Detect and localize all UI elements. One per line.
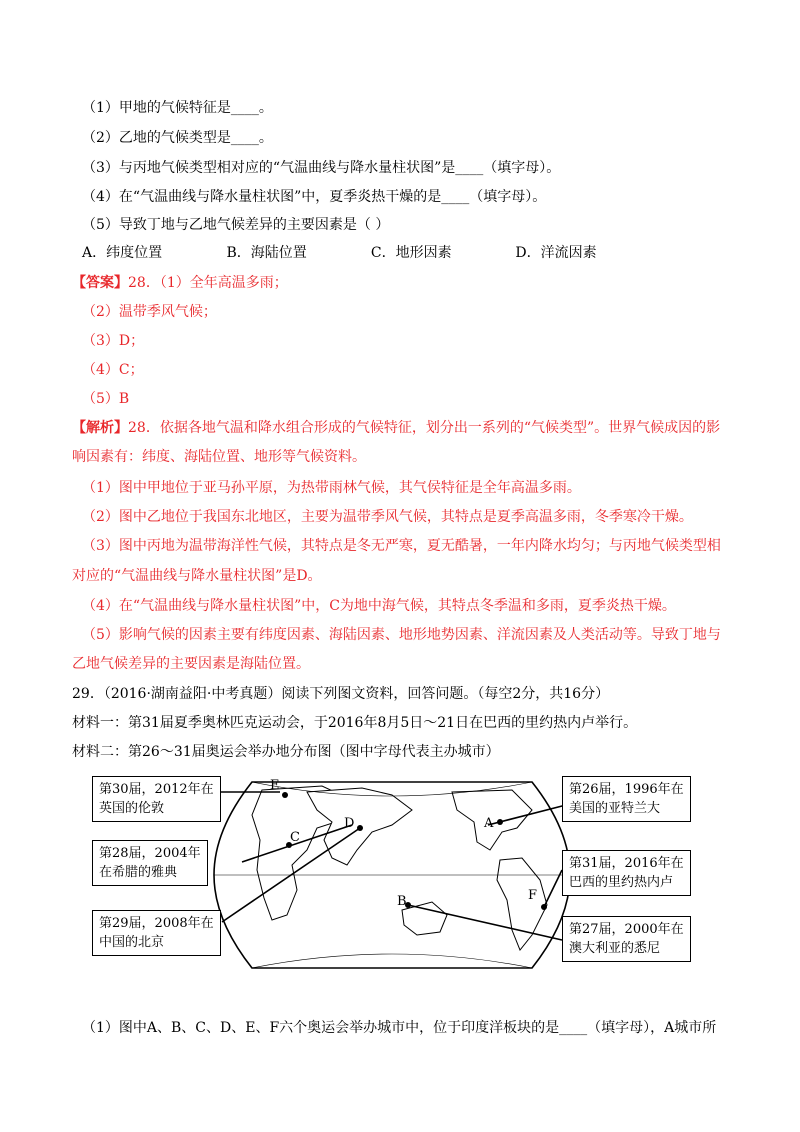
label-sydney: 第27届，2000年在 澳大利亚的悉尼 — [562, 916, 691, 962]
analysis-line-2: 响因素有：纬度、海陆位置、地形等气候资料。 — [72, 449, 366, 465]
answer-line-5: （5）B — [82, 391, 130, 407]
option-c: C．地形因素 — [370, 245, 452, 261]
city-letter-a: A — [484, 816, 494, 831]
label-london: 第30届，2012年在 英国的伦敦 — [92, 776, 221, 822]
answer-line-3: （3）D； — [82, 333, 145, 349]
question-4: （4）在“气温曲线与降水量柱状图”中，夏季炎热干燥的是____（填字母）。 — [82, 189, 547, 205]
city-letter-c: C — [290, 830, 300, 845]
q29-material-1: 材料一：第31届夏季奥林匹克运动会，于2016年8月5日～21日在巴西的里约热内卢举行。 — [72, 715, 638, 731]
city-letter-f: F — [528, 888, 538, 903]
label-rio: 第31届，2016年在 巴西的里约热内卢 — [562, 850, 691, 896]
analysis-line-6: 对应的“气温曲线与降水量柱状图”是D。 — [72, 568, 322, 584]
q29-header: 29．（2016·湖南益阳·中考真题）阅读下列图文资料，回答问题。（每空2分，共16分） — [72, 686, 610, 702]
option-a: A．纬度位置 — [82, 245, 163, 261]
olympic-map-figure — [92, 770, 712, 980]
answer-tag: 【答案】 — [72, 275, 128, 291]
analysis-line-5: （3）图中丙地为温带海洋性气候，其特点是冬无严寒，夏无酷暑，一年内降水均匀；与丙地气候类型相 — [82, 538, 721, 554]
analysis-line-4: （2）图中乙地位于我国东北地区，主要为温带季风气候，其特点是夏季高温多雨，冬季寒冷干燥。 — [82, 509, 693, 525]
q29-question-1: （1）图中A、B、C、D、E、F六个奥运会举办城市中，位于印度洋板块的是____（填字母），A城市所 — [82, 1020, 717, 1036]
q29-material-2: 材料二：第26～31届奥运会举办地分布图（图中字母代表主办城市） — [72, 744, 500, 760]
analysis-tag: 【解析】 — [72, 420, 128, 436]
city-letter-e: E — [270, 778, 280, 793]
answer-line-4: （4）C； — [82, 362, 144, 378]
label-athens: 第28届，2004年 在希腊的雅典 — [92, 840, 208, 886]
analysis-line-1 — [72, 418, 720, 438]
answer-text: 28．（1）全年高温多雨； — [128, 275, 288, 291]
answer-line-2: （2）温带季风气候； — [82, 304, 217, 320]
analysis-text: 28．依据各地气温和降水组合形成的气候特征，划分出一系列的“气候类型”。世界气候成因的影 — [128, 420, 721, 436]
option-d: D．洋流因素 — [515, 245, 597, 261]
city-letter-b: B — [397, 894, 407, 909]
answer-line-1 — [72, 273, 288, 293]
analysis-line-3: （1）图中甲地位于亚马孙平原，为热带雨林气候，其气侯特征是全年高温多雨。 — [82, 480, 581, 496]
label-atlanta: 第26届，1996年在 美国的亚特兰大 — [562, 776, 691, 822]
question-3: （3）与丙地气候类型相对应的“气温曲线与降水量柱状图”是____（填字母）。 — [82, 160, 561, 176]
label-beijing: 第29届，2008年在 中国的北京 — [92, 910, 221, 956]
question-1: （1）甲地的气候特征是____。 — [82, 100, 273, 116]
analysis-line-9: 乙地气候差异的主要因素是海陆位置。 — [72, 656, 310, 672]
option-b: B．海陆位置 — [226, 245, 307, 261]
options-row — [82, 243, 597, 263]
question-2: （2）乙地的气候类型是____。 — [82, 130, 273, 146]
analysis-line-7: （4）在“气温曲线与降水量柱状图”中，C为地中海气候，其特点冬季温和多雨，夏季炎热干燥。 — [82, 598, 676, 614]
question-5: （5）导致丁地与乙地气候差异的主要因素是（ ） — [82, 217, 390, 233]
analysis-line-8: （5）影响气候的因素主要有纬度因素、海陆因素、地形地势因素、洋流因素及人类活动等。导致丁地与 — [82, 627, 721, 643]
city-letter-d: D — [344, 816, 355, 831]
